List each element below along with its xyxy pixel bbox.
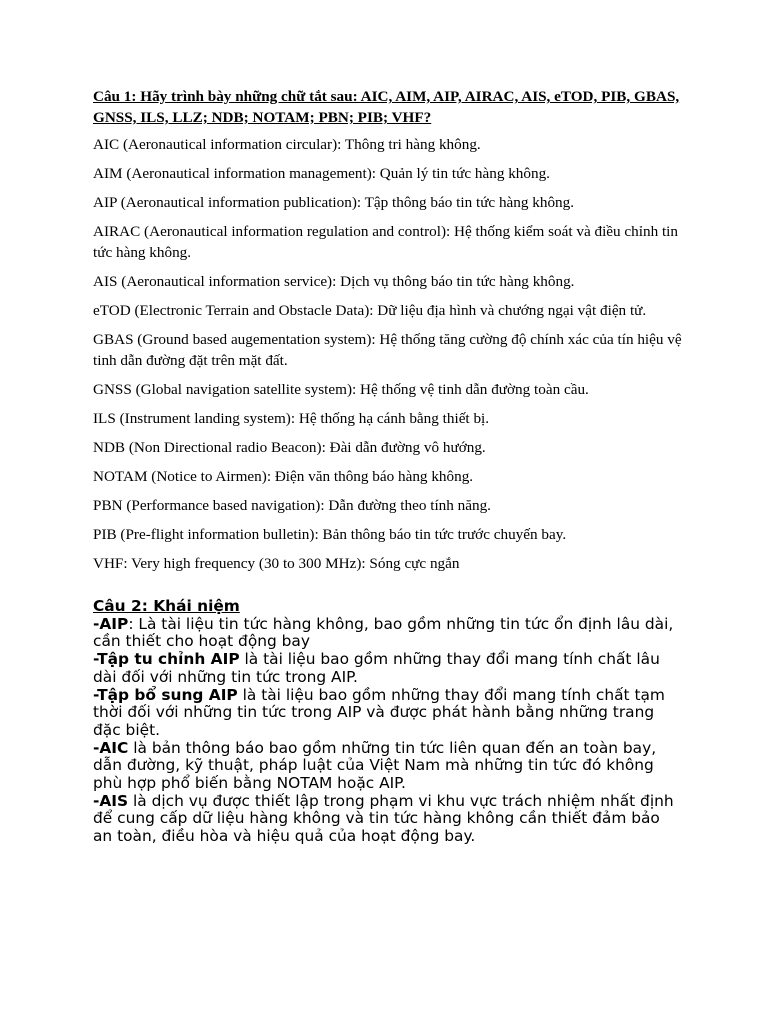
concept-aip-amendment [93,651,683,686]
definition-airac: AIRAC (Aeronautical information regulation and control): Hệ thống kiểm soát và điều chỉnh tin tức hàng không. [93,223,678,261]
concept-term: -AIP [93,614,129,633]
concept-term: -AIC [93,738,129,757]
concept-text: : Là tài liệu tin tức hàng không, bao gồm những tin tức ổn định lâu dài, cần thiết cho hoạt động bay [93,614,674,651]
definition-gnss: GNSS (Global navigation satellite system): Hệ thống vệ tinh dẫn đường toàn cầu. [93,381,589,398]
definition-notam: NOTAM (Notice to Airmen): Điện văn thông báo hàng không. [93,468,474,485]
abbreviation-list [93,134,683,574]
definition-aic: AIC (Aeronautical information circular): Thông tri hàng không. [93,136,481,153]
concept-term: -Tập bổ sung AIP [93,685,238,704]
concept-term: -Tập tu chỉnh AIP [93,650,240,669]
definition-gbas: GBAS (Ground based augementation system): Hệ thống tăng cường độ chính xác của tín hiệu vệ tinh dẫn đường đặt trên mặt đất. [93,331,682,369]
definition-ndb: NDB (Non Directional radio Beacon): Đài dẫn đường vô hướng. [93,439,486,456]
definition-aim: AIM (Aeronautical information management): Quản lý tin tức hàng không. [93,165,550,182]
definition-ais: AIS (Aeronautical information service): Dịch vụ thông báo tin tức hàng không. [93,273,575,290]
concept-text: là tài liệu bao gồm những thay đổi mang tính chất lâu dài đối với những tin tức trong AIP. [93,650,660,686]
definition-etod: eTOD (Electronic Terrain and Obstacle Data): Dữ liệu địa hình và chướng ngại vật điện tử. [93,302,647,319]
concept-aic [93,740,683,793]
question-2-section [93,598,683,846]
concept-aip-supplement [93,687,683,740]
concept-ais [93,793,683,846]
concept-text: là dịch vụ được thiết lập trong phạm vi khu vực trách nhiệm nhất định để cung cấp dữ liệu hàng không và tin tức hàng không cần thiết đảm bảo an toàn, điều hòa và hiệu quả của hoạt động bay. [93,791,674,846]
concept-text: là tài liệu bao gồm những thay đổi mang tính chất tạm thời đối với những tin tức trong AIP và được phát hành bằng những trang đặc biệt. [93,685,665,739]
definition-pib: PIB (Pre-flight information bulletin): Bản thông báo tin tức trước chuyến bay. [93,526,567,543]
concept-term: -AIS [93,791,129,810]
concept-text: là bản thông báo bao gồm những tin tức liên quan đến an toàn bay, dẫn đường, kỹ thuật, pháp luật của Việt Nam mà những tin tức đó không phù hợp phổ biến bằng NOTAM hoặc AIP. [93,738,657,793]
concept-aip [93,616,683,651]
document-page [93,86,683,846]
definition-ils: ILS (Instrument landing system): Hệ thống hạ cánh bằng thiết bị. [93,410,490,427]
question-1-title: Câu 1: Hãy trình bày những chữ tắt sau: AIC, AIM, AIP, AIRAC, AIS, eTOD, PIB, GBAS, GNSS, ILS, LLZ; NDB; NOTAM; PBN; PIB; VHF? [93,88,680,126]
question-1-section [93,86,683,574]
definition-vhf: VHF: Very high frequency (30 to 300 MHz): Sóng cực ngắn [93,555,460,572]
question-2-title: Câu 2: Khái niệm [93,597,240,615]
definition-aip: AIP (Aeronautical information publication): Tập thông báo tin tức hàng không. [93,194,575,211]
definition-pbn: PBN (Performance based navigation): Dẫn đường theo tính năng. [93,497,491,514]
